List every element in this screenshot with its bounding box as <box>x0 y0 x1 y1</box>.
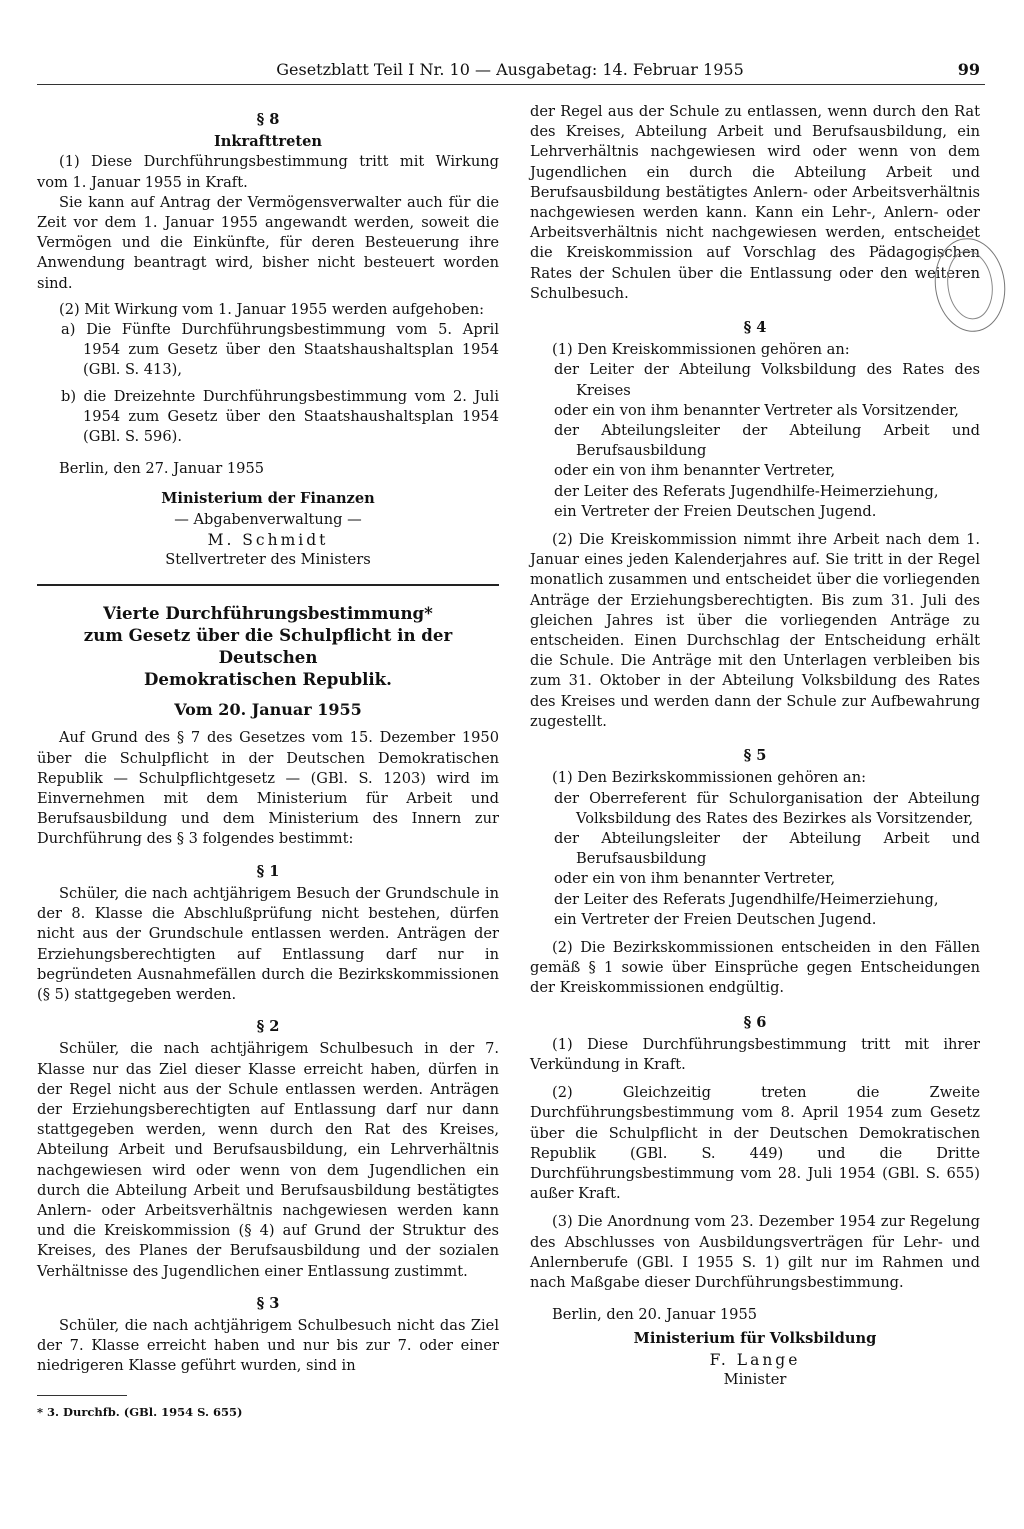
section-5-heading: § 5 <box>743 747 767 765</box>
footnote-rule <box>37 1395 127 1396</box>
stamp-ring-icon <box>934 239 1005 331</box>
continued-paragraph: der Regel aus der Schule zu entlassen, wenn durch den Rat des Kreises, Abteilung Arbeit und Berufsausbildung, ein Lehrverhältnis nachgewiesen wird oder wenn von dem Jugendlichen ein durch die Abteilung Arbeit und Berufsausbildung bestätigtes Anlern- oder Arbeitsverhältnis nachgewiesen werden kann. Kann ein Lehr-, Anlern- oder Arbeitsverhältnis nicht nachgewiesen werden, entscheidet die Kreiskommission auf Vorschlag des Pädagogischen Rates der Schulen über die Entlassung oder den weiteren Schulbesuch. <box>530 103 980 302</box>
page-number: 99 <box>957 60 980 79</box>
section-8-title: Inkrafttreten <box>213 133 323 151</box>
section-5-item-2: der Abteilungsleiter der Abteilung Arbeit und Berufsausbildung <box>554 829 980 868</box>
section-4-item-4: oder ein von ihm benannter Vertreter, <box>554 462 836 480</box>
title-line-3: Demokratischen Republik. <box>144 669 392 690</box>
signature-finance <box>37 489 499 570</box>
section-5-item-3: oder ein von ihm benannter Vertreter, <box>554 870 836 888</box>
title-line-2: zum Gesetz über die Schulpflicht in der Deutschen <box>83 625 453 668</box>
signature-role: Minister <box>723 1370 787 1388</box>
signature-name: F. Lange <box>709 1350 801 1369</box>
section-5-item-1: der Oberreferent für Schulorganisation der Abteilung Volksbildung des Rates des Bezirkes als Vorsitzender, <box>554 789 980 827</box>
section-4-item-3: der Abteilungsleiter der Abteilung Arbeit und Berufsausbildung <box>554 422 980 460</box>
section-5-item-5: ein Vertreter der Freien Deutschen Jugend. <box>554 910 877 928</box>
section-6-heading: § 6 <box>743 1013 767 1031</box>
section-6-para-1: (1) Diese Durchführungsbestimmung tritt mit ihrer Verkündung in Kraft. <box>530 1035 980 1073</box>
section-5-para-2: (2) Die Bezirkskommissionen entscheiden in den Fällen gemäß § 1 sowie über Einsprüche gegen Entscheidungen der Kreiskommissionen endgültig. <box>530 938 980 997</box>
section-4-para-1: (1) Den Kreiskommissionen gehören an: <box>552 341 850 359</box>
section-6-para-3: (3) Die Anordnung vom 23. Dezember 1954 zur Regelung des Abschlusses von Ausbildungsverträgen für Lehr- und Anlernberufe (GBl. I 1955 S. 1) gilt nur im Rahmen und nach Maßgabe dieser Durchführungsbestimmung. <box>530 1213 980 1291</box>
signature-role: Stellvertreter des Ministers <box>165 551 371 569</box>
left-column <box>37 102 499 1422</box>
section-8-item-b: b) die Dreizehnte Durchführungsbestimmung vom 2. Juli 1954 zum Gesetz über den Staatshaushaltsplan 1954 (GBl. S. 596). <box>61 387 499 446</box>
section-3-para: Schüler, die nach achtjährigem Schulbesuch nicht das Ziel der 7. Klasse erreicht haben und nur bis zur 7. oder einer niedrigeren Klasse geführt wurden, sind in <box>37 1316 499 1375</box>
signature-org: Ministerium der Finanzen <box>161 490 375 508</box>
section-8-para-1: (1) Diese Durchführungsbestimmung tritt mit Wirkung vom 1. Januar 1955 in Kraft. <box>37 153 499 191</box>
section-8-para-3: (2) Mit Wirkung vom 1. Januar 1955 werden aufgehoben: <box>59 300 485 318</box>
title-line-1: Vierte Durchführungsbestimmung* <box>103 603 433 624</box>
section-2-heading: § 2 <box>256 1018 280 1036</box>
section-8-para-2: Sie kann auf Antrag der Vermögensverwalter auch für die Zeit vor dem 1. Januar 1955 angewandt werden, soweit die Vermögen und die Einkünfte, für deren Besteuerung ihre Anwendung beantragt wird, bisher nicht besteuert worden sind. <box>37 193 499 292</box>
section-4-item-6: ein Vertreter der Freien Deutschen Jugend. <box>554 502 877 520</box>
section-1-heading: § 1 <box>256 862 280 880</box>
section-5-para-1: (1) Den Bezirkskommissionen gehören an: <box>552 769 867 787</box>
regulation-title <box>37 602 499 690</box>
page-header <box>0 60 1024 84</box>
intro-paragraph: Auf Grund des § 7 des Gesetzes vom 15. Dezember 1950 über die Schulpflicht in der Deutschen Demokratischen Republik — Schulpflichtgesetz — (GBl. S. 1203) wird im Einvernehmen mit dem Ministerium für Arbeit und Berufsausbildung und dem Ministerium des Innern zur Durchführung des § 3 folgendes bestimmt: <box>37 729 499 848</box>
footnote: * 3. Durchfb. (GBl. 1954 S. 655) <box>37 1404 243 1419</box>
regulation-date: Vom 20. Januar 1955 <box>174 700 362 720</box>
section-8-item-a: a) Die Fünfte Durchführungsbestimmung vom 5. April 1954 zum Gesetz über den Staatshaushaltsplan 1954 (GBl. S. 413), <box>61 321 499 379</box>
right-column <box>530 102 980 1390</box>
place-date-finance: Berlin, den 27. Januar 1955 <box>59 460 265 478</box>
section-4-item-5: der Leiter des Referats Jugendhilfe-Heimerziehung, <box>554 482 939 500</box>
header-rule <box>37 84 985 85</box>
signature-org: Ministerium für Volksbildung <box>633 1330 877 1348</box>
signature-name: M. Schmidt <box>207 530 329 549</box>
section-4-item-1: der Leiter der Abteilung Volksbildung des Rates des Kreises <box>554 361 980 399</box>
section-5-item-4: der Leiter des Referats Jugendhilfe/Heimerziehung, <box>554 890 939 908</box>
section-8-heading: § 8 <box>256 111 280 128</box>
section-4-heading: § 4 <box>743 319 767 337</box>
section-4-item-2: oder ein von ihm benannter Vertreter als Vorsitzender, <box>554 401 959 419</box>
section-3-heading: § 3 <box>256 1294 280 1312</box>
section-1-para: Schüler, die nach achtjährigem Besuch der Grundschule in der 8. Klasse die Abschlußprüfung nicht bestehen, dürfen nicht aus der Grundschule entlassen werden. Anträgen der Erziehungsberechtigten auf Entlassung darf nur in begründeten Ausnahmefällen durch die Bezirkskommissionen (§ 5) stattgegeben werden. <box>37 884 499 1003</box>
section-2-para: Schüler, die nach achtjährigem Schulbesuch in der 7. Klasse nur das Ziel dieser Klasse erreicht haben, dürfen in der Regel nicht aus der Schule entlassen werden. Anträgen der Erziehungsberechtigten auf Entlassung darf nur dann stattgegeben werden, wenn durch den Rat des Kreises, Abteilung Arbeit und Berufsausbildung, ein Lehrverhältnis nachgewiesen wird oder wenn von dem Jugendlichen ein durch die Abteilung Arbeit und Berufsausbildung bestätigtes Anlern- oder Arbeitsverhältnis nachgewiesen werden kann und die Kreiskommission (§ 4) auf Grund der Struktur des Kreises, des Planes der Berufsausbildung und der sozialen Verhältnisse des Jugendlichen einer Entlassung zustimmt. <box>37 1040 499 1280</box>
header-title: Gesetzblatt Teil I Nr. 10 — Ausgabetag: 14. Februar 1955 <box>276 60 744 79</box>
section-separator <box>37 584 499 586</box>
place-date-education: Berlin, den 20. Januar 1955 <box>552 1306 758 1324</box>
signature-dept: — Abgabenverwaltung — <box>174 510 362 528</box>
signature-education <box>530 1329 980 1390</box>
section-6-para-2: (2) Gleichzeitig treten die Zweite Durchführungsbestimmung vom 8. April 1954 zum Gesetz über die Schulpflicht in der Deutschen Demokratischen Republik (GBl. S. 449) und die Dritte Durchführungsbestimmung vom 28. Juli 1954 (GBl. S. 655) außer Kraft. <box>530 1084 980 1203</box>
section-4-para-2: (2) Die Kreiskommission nimmt ihre Arbeit nach dem 1. Januar eines jeden Kalenderjahres auf. Sie tritt in der Regel monatlich zusammen und entscheidet über die vorliegenden Anträge der Erziehungsberechtigten. Bis zum 31. Juli des gleichen Jahres ist über die vorliegenden Anträge zu entscheiden. Einen Durchschlag der Entscheidung erhält die Schule. Die Anträge mit den Unterlagen verbleiben bis zum 31. Oktober in der Abteilung Volksbildung des Rates des Kreises und werden dann der Schule zur Aufbewahrung zugestellt. <box>530 531 980 730</box>
